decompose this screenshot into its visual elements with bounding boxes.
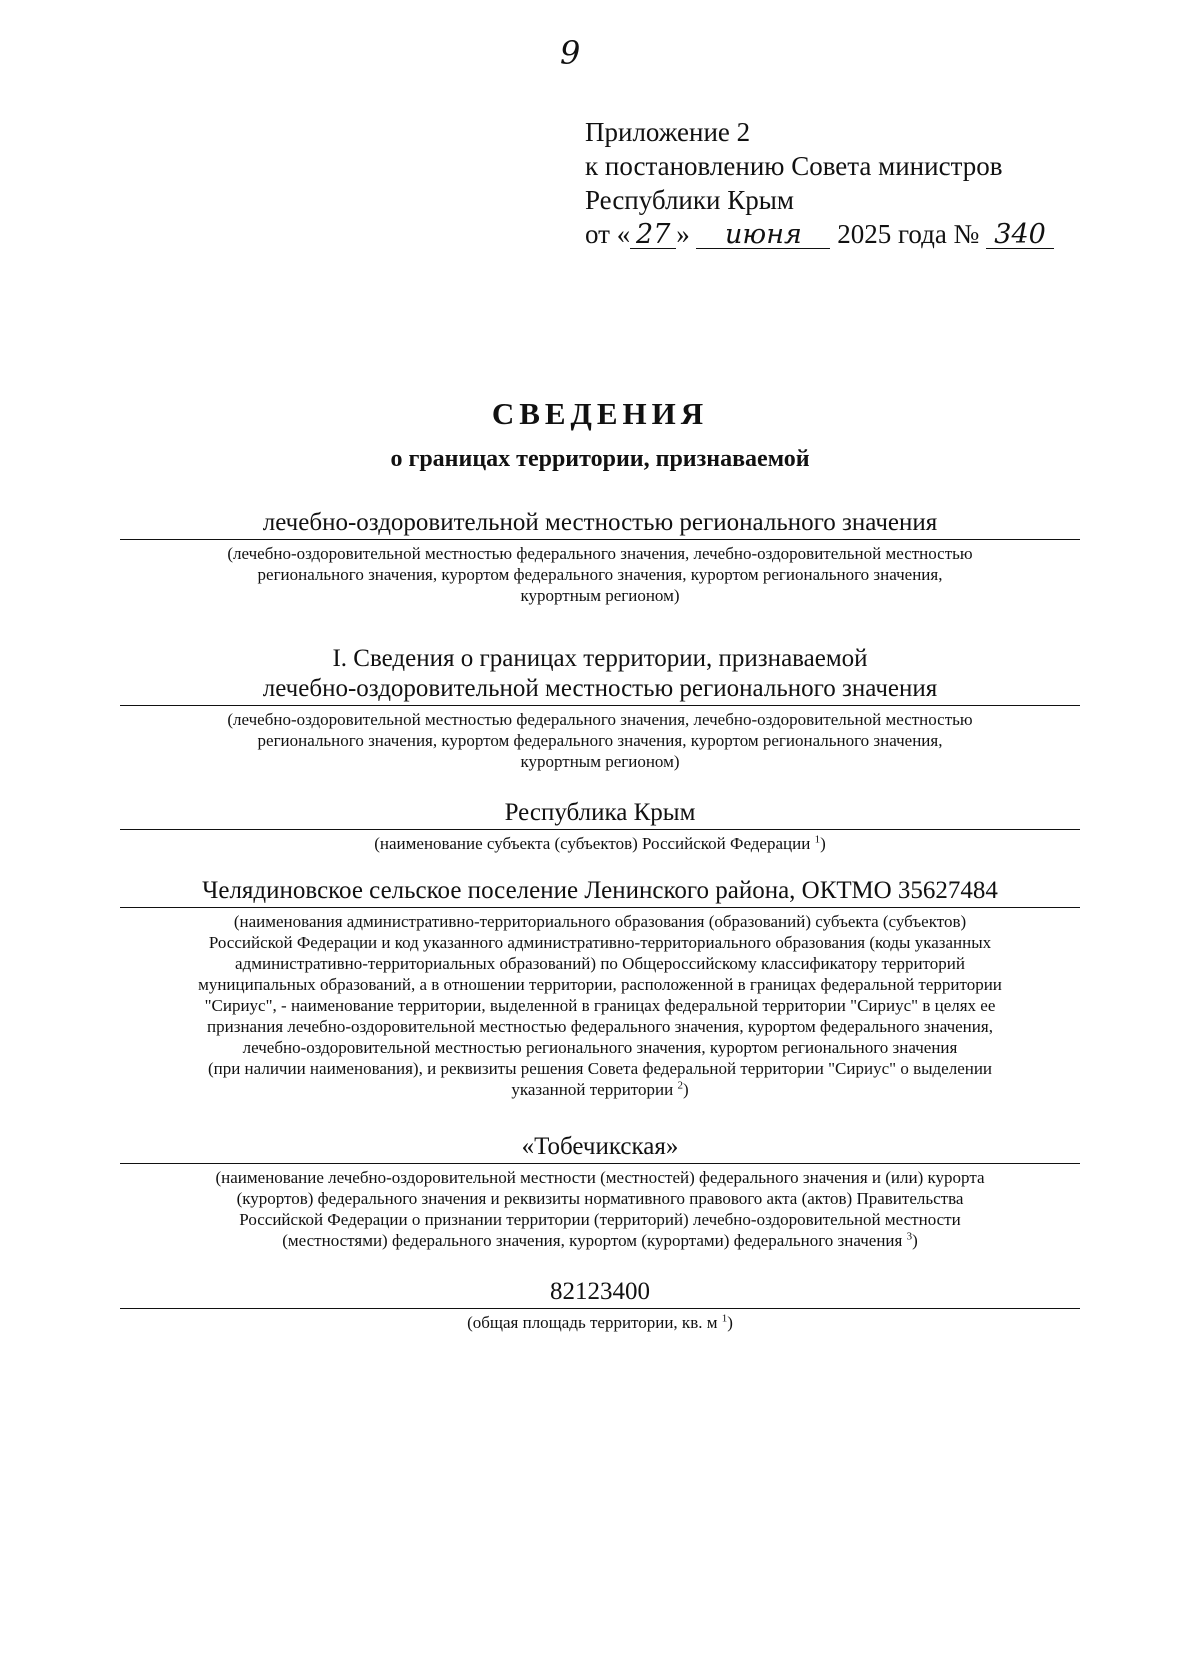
appendix-line: Приложение 2 xyxy=(585,117,751,147)
subject-value: Республика Крым xyxy=(120,798,1080,830)
municipality-note xyxy=(120,911,1080,1100)
note-line: Российской Федерации и код указанного административно-территориального образования (коды указанных xyxy=(208,933,992,952)
note-line: лечебно-оздоровительной местностью регионального значения, курортом регионального значения xyxy=(242,1038,958,1057)
note-text: (местностями) федерального значения, курортом (курортами) федерального значения xyxy=(282,1231,903,1250)
note-line: (наименования административно-территориального образования (образований) субъекта (субъектов) xyxy=(233,912,967,931)
municipality-value: Челядиновское сельское поселение Ленинского района, ОКТМО 35627484 xyxy=(120,876,1080,908)
resort-block xyxy=(120,1132,1080,1251)
note-line xyxy=(120,1230,1080,1251)
handwritten-number: 340 xyxy=(986,222,1054,249)
note-line: регионального значения, курортом федерального значения, курортом регионального значения, xyxy=(257,565,943,584)
note-line: административно-территориальных образований) по Общероссийскому классификатору территорий xyxy=(235,954,965,973)
section1-heading: I. Сведения о границах территории, признаваемой xyxy=(332,645,868,672)
appendix-line: Республики Крым xyxy=(585,185,794,215)
note-line xyxy=(120,1079,1080,1100)
municipality-block xyxy=(120,876,1080,1100)
handwritten-day: 27 xyxy=(630,222,676,249)
section1-value: лечебно-оздоровительной местностью регионального значения xyxy=(120,674,1080,706)
category-value: лечебно-оздоровительной местностью регионального значения xyxy=(120,508,1080,540)
note-text: (наименование субъекта (субъектов) Российской Федерации xyxy=(374,834,811,853)
section1-block xyxy=(120,643,1080,772)
section1-note xyxy=(120,709,1080,772)
note-line: регионального значения, курортом федерального значения, курортом регионального значения, xyxy=(257,731,943,750)
note-line: (лечебно-оздоровительной местностью федерального значения, лечебно-оздоровительной местностью xyxy=(227,544,973,563)
appendix-date-line xyxy=(585,217,1054,251)
resort-value: «Тобечикская» xyxy=(120,1132,1080,1164)
document-subtitle: о границах территории, признаваемой xyxy=(390,446,810,472)
subject-note xyxy=(120,833,1080,854)
note-text: (общая площадь территории, кв. м xyxy=(467,1313,718,1332)
note-line: Российской Федерации о признании территории (территорий) лечебно-оздоровительной местности xyxy=(239,1210,961,1229)
appendix-header xyxy=(585,115,1054,251)
note-text: указанной территории xyxy=(511,1080,674,1099)
note-end: ) xyxy=(912,1231,918,1250)
area-note xyxy=(120,1312,1080,1333)
footnote-ref: 3 xyxy=(906,1230,913,1243)
note-end: ) xyxy=(682,1080,689,1099)
note-end: ) xyxy=(727,1313,733,1332)
note-line: признания лечебно-оздоровительной местностью федерального значения, курортом федерального значения, xyxy=(207,1017,993,1036)
note-line: (лечебно-оздоровительной местностью федерального значения, лечебно-оздоровительной местностью xyxy=(227,710,973,729)
note-end: ) xyxy=(820,834,826,853)
date-year: 2025 года № xyxy=(837,219,980,249)
category-note xyxy=(120,543,1080,606)
subject-block xyxy=(120,798,1080,854)
handwritten-month: июня xyxy=(696,222,830,249)
note-line: курортным регионом) xyxy=(520,586,680,605)
category-block xyxy=(120,508,1080,606)
appendix-line: к постановлению Совета министров xyxy=(585,151,1003,181)
area-block xyxy=(120,1277,1080,1333)
document-title: СВЕДЕНИЯ xyxy=(491,396,709,431)
note-line: муниципальных образований, а в отношении территории, расположенной в границах федеральной территории xyxy=(198,975,1002,994)
date-prefix: от « xyxy=(585,219,631,249)
note-line: (наименование лечебно-оздоровительной местности (местностей) федерального значения и (или) курорта xyxy=(215,1168,985,1187)
resort-note xyxy=(120,1167,1080,1251)
footnote-ref: 1 xyxy=(721,1312,728,1325)
note-line: "Сириус", - наименование территории, выделенной в границах федеральной территории "Сириус" в целях ее xyxy=(204,996,996,1015)
note-line: курортным регионом) xyxy=(520,752,680,771)
page-number: 9 xyxy=(560,34,581,72)
note-line: (при наличии наименования), и реквизиты решения Совета федеральной территории "Сириус" о выделении xyxy=(207,1059,993,1078)
footnote-ref: 2 xyxy=(677,1079,683,1092)
area-value: 82123400 xyxy=(120,1277,1080,1309)
date-mid: » xyxy=(676,219,690,249)
note-line: (курортов) федерального значения и реквизиты нормативного правового акта (актов) Правительства xyxy=(236,1189,964,1208)
footnote-ref: 1 xyxy=(814,833,821,846)
